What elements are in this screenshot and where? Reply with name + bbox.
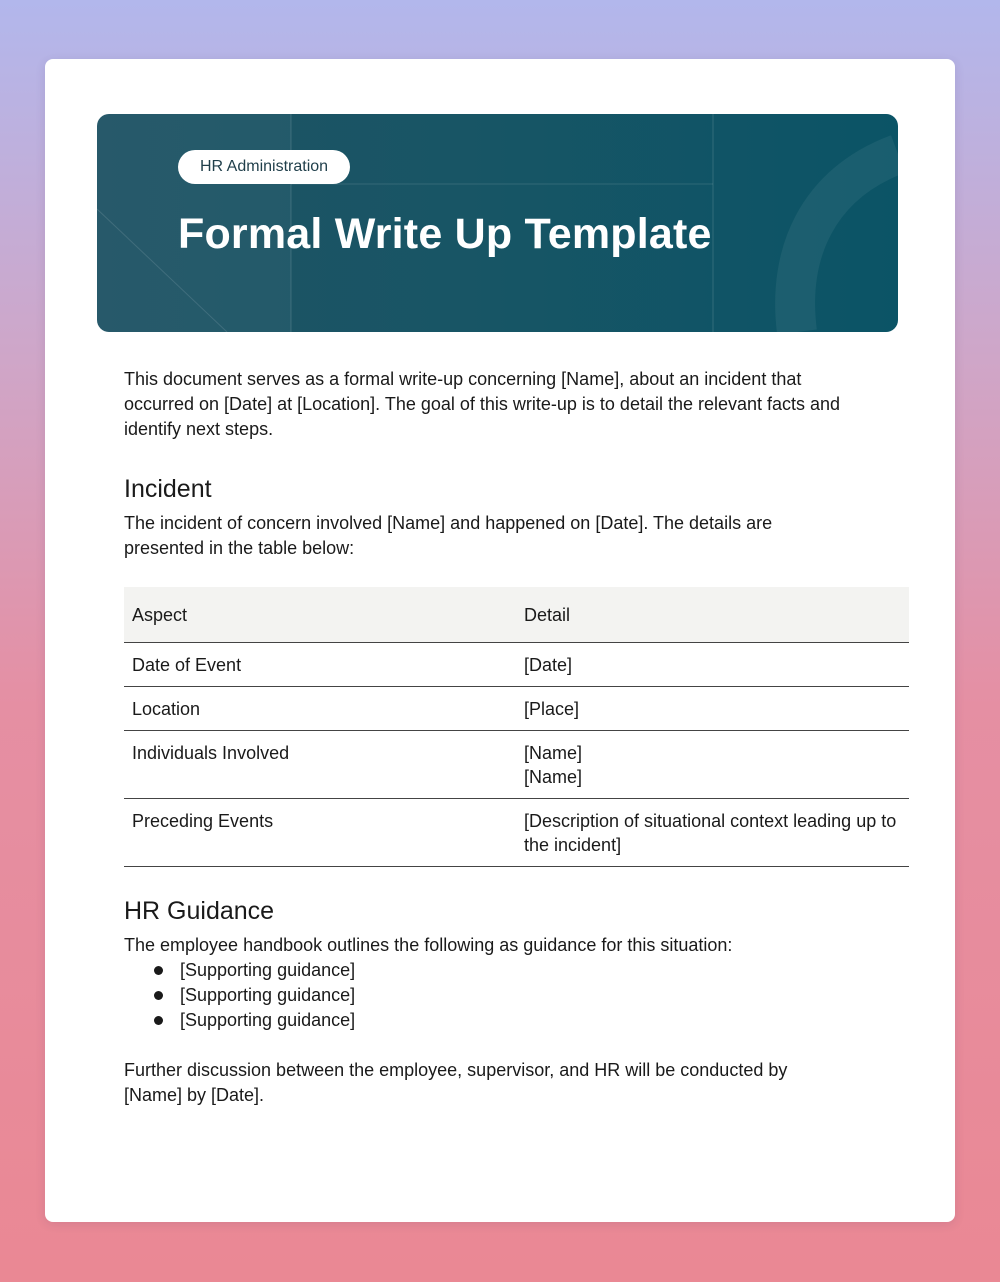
table-cell-detail [516,687,909,731]
table-header-row [124,587,909,643]
incident-heading: Incident [124,475,212,503]
table-cell-aspect: Individuals Involved [124,731,516,799]
column-header-detail: Detail [516,587,909,643]
table-cell-aspect: Preceding Events [124,799,516,867]
detail-line: [Date] [524,655,573,675]
guidance-paragraph: The employee handbook outlines the following as guidance for this situation: [124,935,733,955]
table-row [124,687,909,731]
document-page [45,59,955,1222]
list-item: [Supporting guidance] [180,1008,909,1033]
detail-line: [Name] [524,743,583,763]
category-badge: HR Administration [178,150,350,184]
table-cell-detail [516,799,909,867]
column-header-aspect: Aspect [124,587,516,643]
header-banner [97,114,898,332]
incident-table [124,587,909,867]
table-cell-aspect: Date of Event [124,643,516,687]
guidance-list [124,958,909,1033]
guidance-heading: HR Guidance [124,897,275,925]
list-item: [Supporting guidance] [180,983,909,1008]
list-item: [Supporting guidance] [180,958,909,983]
document-body [124,367,909,1108]
table-cell-detail [516,731,909,799]
table-cell-detail [516,643,909,687]
closing-paragraph: Further discussion between the employee, supervisor, and HR will be conducted by [Name] by [Date]. [124,1060,788,1105]
detail-line: [Place] [524,699,580,719]
table-row [124,731,909,799]
intro-paragraph: This document serves as a formal write-up concerning [Name], about an incident that occurred on [Date] at [Location]. The goal of this write-up is to detail the relevant facts and identify next steps. [124,369,841,439]
page-title: Formal Write Up Template [178,210,712,258]
detail-line: [Name] [524,767,583,787]
detail-line: [Description of situational context leading up to the incident] [524,811,897,855]
incident-paragraph: The incident of concern involved [Name] and happened on [Date]. The details are presented in the table below: [124,513,773,558]
table-cell-aspect: Location [124,687,516,731]
table-row [124,643,909,687]
table-row [124,799,909,867]
